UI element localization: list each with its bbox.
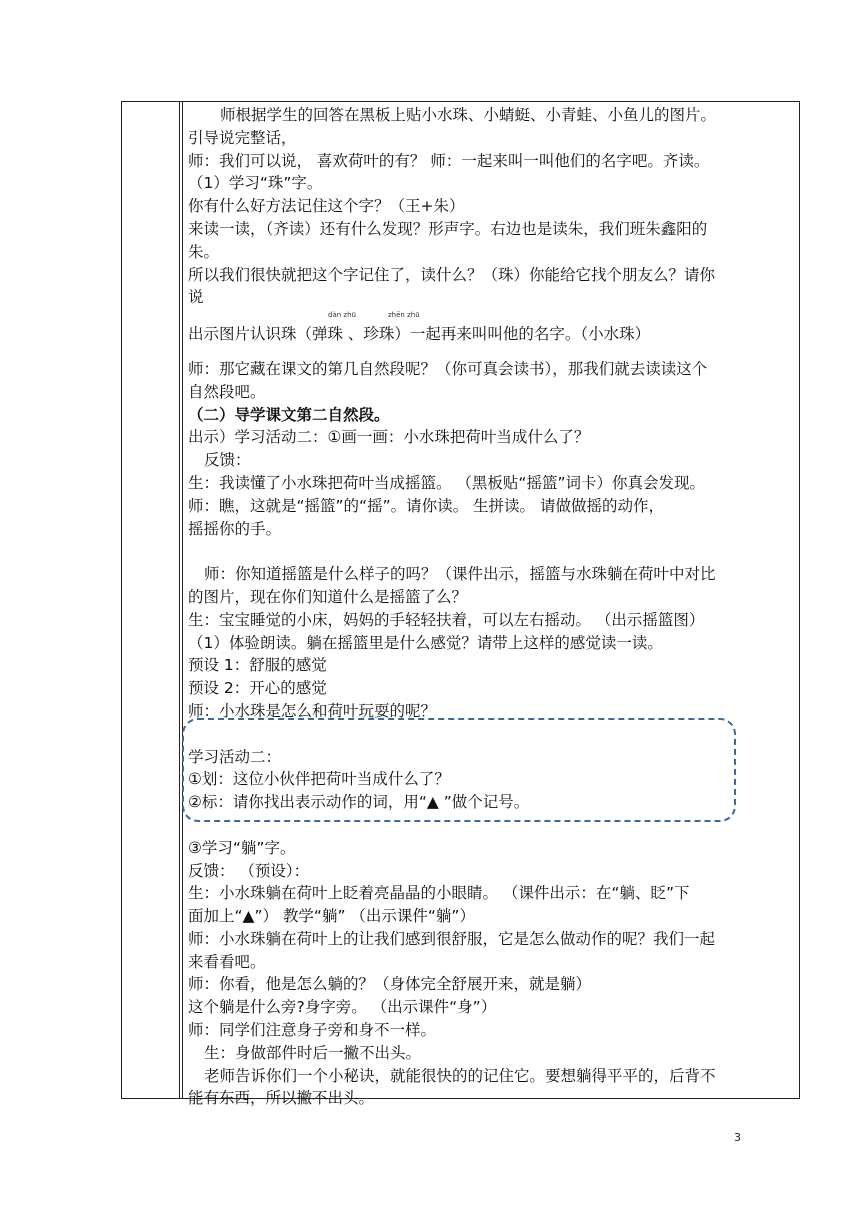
text-line: 师：我们可以说， 喜欢荷叶的有？ 师：一起来叫一叫他们的名字吧。齐读。	[188, 151, 710, 170]
text-line: 生：我读懂了小水珠把荷叶当成摇篮。 （黑板贴“摇篮”词卡）你真会发现。	[188, 473, 705, 492]
pinyin-annotation: dàn zhū	[328, 311, 356, 320]
spacer	[188, 540, 790, 563]
text-line: 说	[188, 288, 204, 307]
text-line: 反馈：	[204, 451, 251, 470]
spacer	[188, 346, 790, 358]
text-line: 师：小水珠是怎么和荷叶玩耍的呢？	[188, 701, 437, 720]
text-line: 的图片，现在你们知道什么是摇篮了么？	[188, 587, 468, 606]
text-line: 这个躺是什么旁?身字旁。 （出示课件“身”）	[188, 998, 497, 1017]
text-line: 能有东西，所以撇不出头。	[188, 1089, 375, 1108]
text-line: 你有什么好方法记住这个字？（王+朱）	[188, 197, 465, 216]
text-line: 师：那它藏在课文的第几自然段呢？（你可真会读书），那我们就去读读这个	[188, 359, 708, 378]
text-line: 师：同学们注意身子旁和身不一样。	[188, 1021, 437, 1040]
section-heading: （二）导学课文第二自然段。	[188, 405, 390, 424]
text-line: 出示）学习活动二：①画一画：小水珠把荷叶当成什么了？	[188, 428, 590, 447]
text-line: 师：瞧，这就是“摇篮”的“摇”。请你读。 生拼读。 请做做摇的动作，	[188, 496, 664, 515]
text-line: 来读一读，（齐读）还有什么发现？形声字。右边也是读朱，我们班朱鑫阳的	[188, 219, 708, 238]
activity-box-title: 学习活动二：	[188, 747, 282, 766]
text-line: 生：身做部件时后一撇不出头。	[204, 1043, 422, 1062]
text-line: 生：宝宝睡觉的小床，妈妈的手轻轻扶着，可以左右摇动。 （出示摇篮图）	[188, 610, 705, 629]
text-line: 预设 1：舒服的感觉	[188, 656, 327, 675]
text-line: 师：你知道摇篮是什么样子的吗？（课件出示，摇篮与水珠躺在荷叶中对比	[204, 565, 716, 584]
text-line: 师根据学生的回答在黑板上贴小水珠、小蜻蜓、小青蛙、小鱼儿的图片。	[220, 106, 717, 124]
text-line: 面加上“▲”） 教学“躺” （出示课件“躺”）	[188, 907, 475, 926]
activity-step: ①划：这位小伙伴把荷叶当成什么了？	[188, 770, 450, 789]
text-line: 来看看吧。	[188, 952, 266, 971]
text-line: 反馈： （预设）：	[188, 861, 310, 880]
text-line: 朱。	[188, 242, 220, 261]
activity-dashed-box	[182, 718, 736, 822]
text-line: 师：你看，他是怎么躺的？（身体完全舒展开来，就是躺）	[188, 975, 592, 994]
text-line: 所以我们很快就把这个字记住了，读什么？（珠）你能给它找个朋友么？请你	[188, 265, 716, 284]
page-number: 3	[734, 1131, 741, 1144]
text-line: （1）体验朗读。躺在摇篮里是什么感觉？请带上这样的感觉读一读。	[188, 633, 663, 652]
text-line: 引导说完整话，	[188, 128, 297, 147]
text-line: 师：小水珠躺在荷叶上的让我们感到很舒服，它是怎么做动作的呢？我们一起	[188, 929, 716, 948]
text-line: 老师告诉你们一个小秘诀，就能很快的的记住它。要想躺得平平的，后背不	[204, 1066, 716, 1085]
text-line: ③学习“躺”字。	[188, 838, 296, 857]
table-column-divider	[182, 102, 183, 1098]
text-line: 生：小水珠躺在荷叶上眨着亮晶晶的小眼睛。 （课件出示：在“躺、眨”下	[188, 884, 690, 903]
text-line: （1）学习“珠”字。	[188, 174, 323, 193]
table-column-left	[122, 102, 180, 1098]
text-line: 摇摇你的手。	[188, 519, 282, 538]
activity-step: ②标：请你找出表示动作的词，用“▲ ”做个记号。	[188, 793, 530, 812]
lesson-content	[188, 104, 790, 1110]
text-line: 出示图片认识珠（弹珠 、珍珠）一起再来叫叫他的名字。（小水珠）	[188, 325, 651, 344]
pinyin-row	[188, 309, 790, 323]
pinyin-annotation: zhēn zhū	[388, 311, 420, 320]
text-line: 自然段吧。	[188, 382, 266, 401]
text-line: 预设 2：开心的感觉	[188, 679, 327, 698]
